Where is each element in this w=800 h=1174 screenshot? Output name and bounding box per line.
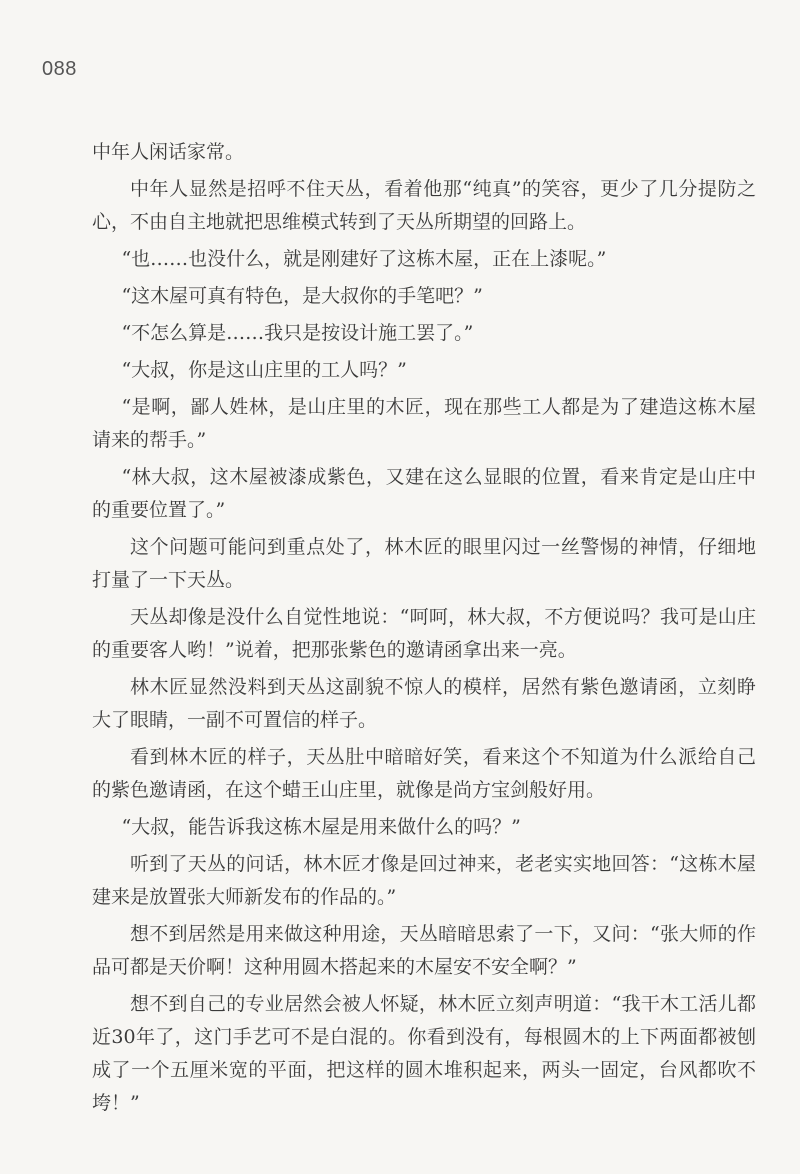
paragraph: 看到林木匠的样子，天丛肚中暗暗好笑，看来这个不知道为什么派给自己的紫色邀请函，在这个蜡王山庄里，就像是尚方宝剑般好用。 — [92, 746, 756, 801]
paragraph: 林木匠显然没料到天丛这副貌不惊人的模样，居然有紫色邀请函，立刻睁大了眼睛，一副不可置信的样子。 — [92, 676, 756, 731]
paragraph: “也……也没什么，就是刚建好了这栋木屋，正在上漆呢。” — [121, 248, 607, 270]
paragraph: 中年人闲话家常。 — [92, 141, 245, 163]
paragraph: “这木屋可真有特色，是大叔你的手笔吧？” — [121, 285, 483, 307]
paragraph: “是啊，鄙人姓林，是山庄里的木匠，现在那些工人都是为了建造这栋木屋请来的帮手。” — [92, 396, 756, 451]
paragraph: “林大叔，这木屋被漆成紫色，又建在这么显眼的位置，看来肯定是山庄中的重要位置了。” — [92, 466, 756, 521]
paragraph: 中年人显然是招呼不住天丛，看着他那“纯真”的笑容，更少了几分提防之心，不由自主地就把思维模式转到了天丛所期望的回路上。 — [92, 178, 756, 233]
paragraph: “大叔，能告诉我这栋木屋是用来做什么的吗？” — [121, 816, 521, 838]
paragraph: 这个问题可能问到重点处了，林木匠的眼里闪过一丝警惕的神情，仔细地打量了一下天丛。 — [92, 536, 756, 591]
paragraph: 天丛却像是没什么自觉性地说：“呵呵，林大叔，不方便说吗？我可是山庄的重要客人哟！”说着，把那张紫色的邀请函拿出来一亮。 — [92, 606, 756, 661]
body-text — [92, 136, 756, 1120]
paragraph: 听到了天丛的问话，林木匠才像是回过神来，老老实实地回答：“这栋木屋建来是放置张大师新发布的作品的。” — [92, 853, 756, 908]
paragraph: “不怎么算是……我只是按设计施工罢了。” — [121, 322, 474, 344]
page-number: 088 — [42, 58, 77, 80]
paragraph: 想不到自己的专业居然会被人怀疑，林木匠立刻声明道：“我干木工活儿都近30年了，这门手艺可不是白混的。你看到没有，每根圆木的上下两面都被刨成了一个五厘米宽的平面，把这样的圆木堆积起来，两头一固定，台风都吹不垮！” — [92, 993, 756, 1114]
paragraph: “大叔，你是这山庄里的工人吗？” — [121, 359, 407, 381]
paragraph: 想不到居然是用来做这种用途，天丛暗暗思索了一下，又问：“张大师的作品可都是天价啊！这种用圆木搭起来的木屋安不安全啊？” — [92, 923, 756, 978]
